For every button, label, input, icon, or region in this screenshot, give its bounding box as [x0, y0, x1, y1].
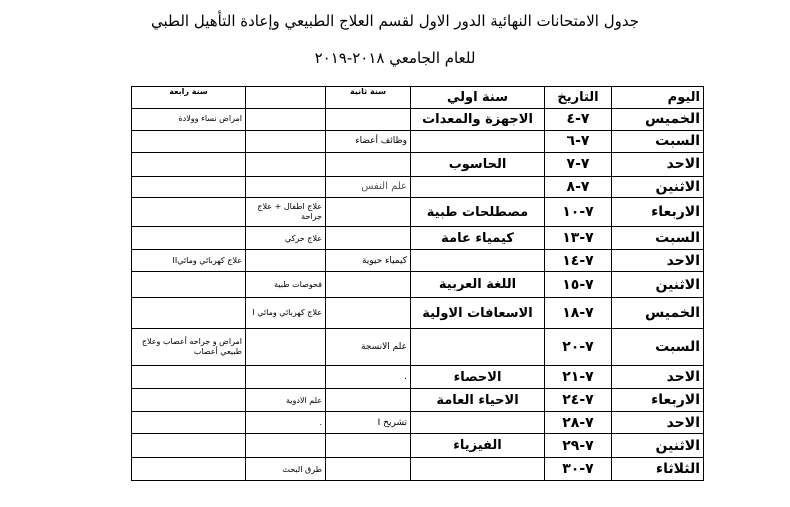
cell-year1: [411, 176, 545, 198]
cell-year3: فحوصات طبية: [246, 272, 326, 298]
cell-day: الاحد: [612, 412, 704, 434]
cell-year3: [246, 250, 326, 272]
cell-year2: [326, 109, 411, 131]
header-year3: [246, 87, 326, 109]
cell-year1: [411, 250, 545, 272]
header-year2: سنة ثانية: [326, 87, 411, 109]
cell-date: ٧-٣٠: [545, 458, 612, 481]
cell-year3: [246, 365, 326, 389]
cell-year4: [132, 458, 246, 481]
cell-day: الاثنين: [612, 176, 704, 198]
cell-date: ٧-١٠: [545, 198, 612, 227]
cell-year2: علم الانسجة: [326, 329, 411, 365]
cell-date: ٧-٢١: [545, 365, 612, 389]
cell-year3: [246, 130, 326, 152]
cell-year2: [326, 152, 411, 176]
cell-year1: الحاسوب: [411, 152, 545, 176]
cell-date: ٧-١٥: [545, 272, 612, 298]
header-year1: سنة اولي: [411, 87, 545, 109]
cell-year3: علاج كهربائي ومائي I: [246, 298, 326, 329]
cell-year2: [326, 227, 411, 250]
cell-year2: [326, 198, 411, 227]
cell-year1: [411, 412, 545, 434]
table-row: [132, 365, 704, 389]
cell-year1: الفيزياء: [411, 434, 545, 458]
header-day: اليوم: [612, 87, 704, 109]
cell-day: الثلاثاء: [612, 458, 704, 481]
cell-year2: وظائف أعضاء: [326, 130, 411, 152]
table-row: [132, 176, 704, 198]
table-row: [132, 298, 704, 329]
cell-year2: [326, 298, 411, 329]
cell-date: ٧-٤: [545, 109, 612, 131]
cell-year4: [132, 365, 246, 389]
cell-year4: [132, 434, 246, 458]
cell-year2: كيمياء حيوية: [326, 250, 411, 272]
cell-year1: [411, 458, 545, 481]
cell-date: ٧-٧: [545, 152, 612, 176]
table-row: [132, 272, 704, 298]
cell-year1: اللغة العربية: [411, 272, 545, 298]
cell-year4: [132, 412, 246, 434]
cell-day: الاربعاء: [612, 198, 704, 227]
cell-year3: طرق البحث: [246, 458, 326, 481]
table-row: [132, 250, 704, 272]
cell-year2: [326, 272, 411, 298]
page-title: [0, 12, 790, 30]
cell-year4: [132, 152, 246, 176]
cell-day: السبت: [612, 130, 704, 152]
cell-day: الاحد: [612, 250, 704, 272]
table-row: [132, 198, 704, 227]
header-date: التاريخ: [545, 87, 612, 109]
table-row: [132, 130, 704, 152]
cell-date: ٧-١٨: [545, 298, 612, 329]
cell-year2: علم النفس: [326, 176, 411, 198]
cell-year4: [132, 198, 246, 227]
table-header-row: [132, 87, 704, 109]
header-year4: سنة رابعة: [132, 87, 246, 109]
cell-year4: [132, 298, 246, 329]
cell-year3: علم الادوية: [246, 389, 326, 412]
page-subtitle: [0, 49, 790, 67]
cell-day: السبت: [612, 329, 704, 365]
cell-year4: علاج كهربائي ومائيII: [132, 250, 246, 272]
cell-day: الاثنين: [612, 434, 704, 458]
cell-year2: تشريح I: [326, 412, 411, 434]
cell-year1: كيمياء عامة: [411, 227, 545, 250]
cell-year3: [246, 109, 326, 131]
exam-schedule-table: [131, 86, 704, 481]
cell-year4: [132, 272, 246, 298]
cell-year3: [246, 329, 326, 365]
table-row: [132, 434, 704, 458]
cell-year1: [411, 130, 545, 152]
cell-day: السبت: [612, 227, 704, 250]
cell-year1: الاحصاء: [411, 365, 545, 389]
table-row: [132, 389, 704, 412]
cell-day: الاثنين: [612, 272, 704, 298]
cell-year4: [132, 130, 246, 152]
cell-day: الاربعاء: [612, 389, 704, 412]
cell-year4: [132, 176, 246, 198]
cell-year4: [132, 389, 246, 412]
cell-day: الخميس: [612, 298, 704, 329]
cell-year3: علاج حركي: [246, 227, 326, 250]
cell-date: ٧-٢٤: [545, 389, 612, 412]
cell-year1: [411, 329, 545, 365]
cell-year3: [246, 434, 326, 458]
cell-year1: الاحياء العامة: [411, 389, 545, 412]
cell-year3: علاج اطفال + علاج جراحة: [246, 198, 326, 227]
cell-year2: .: [326, 365, 411, 389]
table-row: [132, 412, 704, 434]
cell-day: الخميس: [612, 109, 704, 131]
title-line1: جدول الامتحانات النهائية الدور الاول لقسم العلاج الطبيعي وإعادة التأهيل الطبي: [151, 12, 639, 30]
cell-year3: [246, 152, 326, 176]
cell-date: ٧-٦: [545, 130, 612, 152]
cell-date: ٧-١٣: [545, 227, 612, 250]
title-line2: للعام الجامعي ٢٠١٨-٢٠١٩: [314, 49, 476, 67]
cell-date: ٧-٢٨: [545, 412, 612, 434]
table-row: [132, 227, 704, 250]
cell-year2: [326, 389, 411, 412]
cell-year2: [326, 458, 411, 481]
cell-year4: امراض نساء وولادة: [132, 109, 246, 131]
cell-year1: الاجهزة والمعدات: [411, 109, 545, 131]
table-row: [132, 152, 704, 176]
cell-date: ٧-٢٩: [545, 434, 612, 458]
cell-date: ٧-٨: [545, 176, 612, 198]
cell-year1: الاسعافات الاولية: [411, 298, 545, 329]
table-row: [132, 458, 704, 481]
cell-date: ٧-٢٠: [545, 329, 612, 365]
cell-year3: .: [246, 412, 326, 434]
table-row: [132, 109, 704, 131]
cell-year2: [326, 434, 411, 458]
cell-day: الاحد: [612, 365, 704, 389]
cell-date: ٧-١٤: [545, 250, 612, 272]
cell-year4: امراض و جراحه أعصاب وعلاج طبيعي أعصاب: [132, 329, 246, 365]
cell-year1: مصطلحات طبية: [411, 198, 545, 227]
cell-year4: [132, 227, 246, 250]
cell-day: الاحد: [612, 152, 704, 176]
cell-year3: [246, 176, 326, 198]
table-row: [132, 329, 704, 365]
